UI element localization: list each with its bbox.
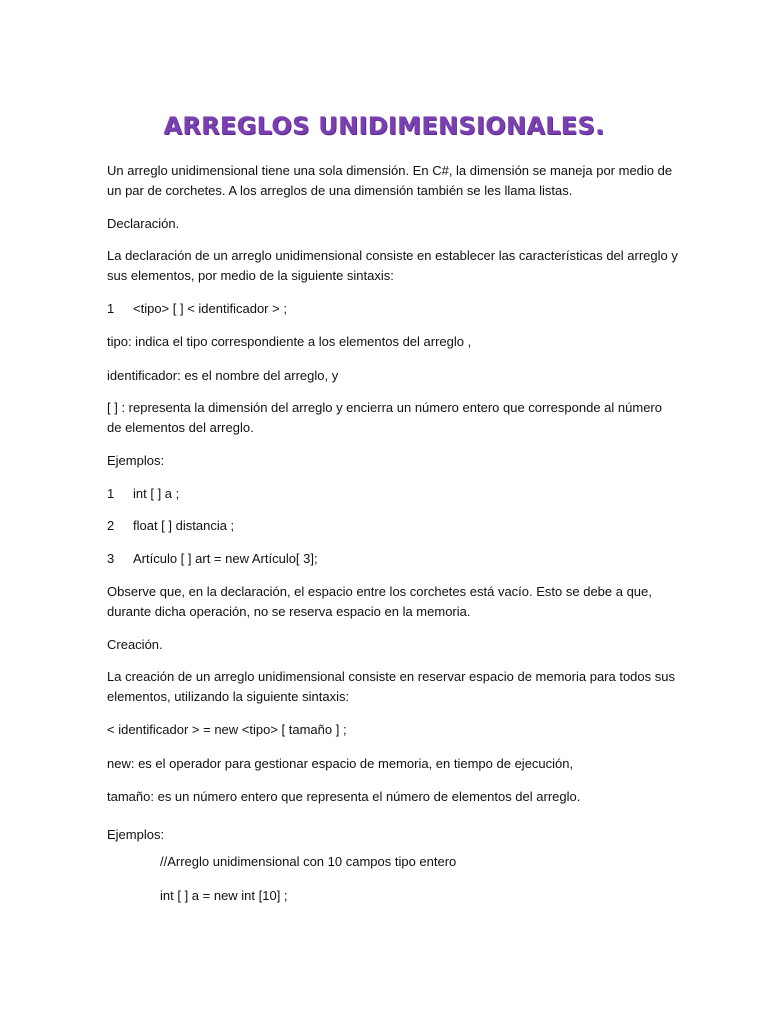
ejemplos-heading-1: Ejemplos: [107,453,165,468]
code-example: int [ ] a = new int [10] ; [160,888,288,903]
syntax-number: 1 [107,301,115,316]
def-corchetes-line-2: de elementos del arreglo. [107,420,254,435]
example-number: 2 [107,518,115,533]
def-tamano: tamaño: es un número entero que representa el número de elementos del arreglo. [107,789,581,804]
syntax-line [107,299,667,319]
example-line-3 [107,549,667,569]
example-number: 1 [107,486,115,501]
creacion-syntax: < identificador > = new <tipo> [ tamaño ] ; [107,722,347,737]
example-code: Artículo [ ] art = new Artículo[ 3]; [133,551,318,566]
def-new: new: es el operador para gestionar espacio de memoria, en tiempo de ejecución, [107,756,574,771]
observe-line-2: durante dicha operación, no se reserva espacio en la memoria. [107,604,471,619]
example-line-2 [107,516,667,536]
def-corchetes-line-1: [ ] : representa la dimensión del arreglo y encierra un número entero que corresponde al número [107,400,662,415]
creacion-heading: Creación. [107,637,163,652]
intro-line-1: Un arreglo unidimensional tiene una sola dimensión. En C#, la dimensión se maneja por medio de [107,163,673,178]
creacion-line-2: elementos, utilizando la siguiente sintaxis: [107,689,350,704]
declaracion-line-2: sus elementos, por medio de la siguiente sintaxis: [107,268,394,283]
declaracion-line-1: La declaración de un arreglo unidimensional consiste en establecer las características del arreglo y [107,248,678,263]
intro-line-2: un par de corchetes. A los arreglos de una dimensión también se les llama listas. [107,183,573,198]
example-code: int [ ] a ; [133,486,180,501]
comment-example: //Arreglo unidimensional con 10 campos tipo entero [160,854,457,869]
def-tipo: tipo: indica el tipo correspondiente a los elementos del arreglo , [107,334,472,349]
creacion-line-1: La creación de un arreglo unidimensional consiste en reservar espacio de memoria para todos sus [107,669,675,684]
syntax-code: <tipo> [ ] < identificador > ; [133,301,287,316]
example-line-1 [107,484,667,504]
document-title: ARREGLOS UNIDIMENSIONALES. [163,112,605,140]
example-number: 3 [107,551,115,566]
def-identificador: identificador: es el nombre del arreglo, y [107,368,339,383]
ejemplos-heading-2: Ejemplos: [107,827,165,842]
example-code: float [ ] distancia ; [133,518,235,533]
observe-line-1: Observe que, en la declaración, el espacio entre los corchetes está vacío. Esto se debe a que, [107,584,652,599]
declaracion-heading: Declaración. [107,216,180,231]
